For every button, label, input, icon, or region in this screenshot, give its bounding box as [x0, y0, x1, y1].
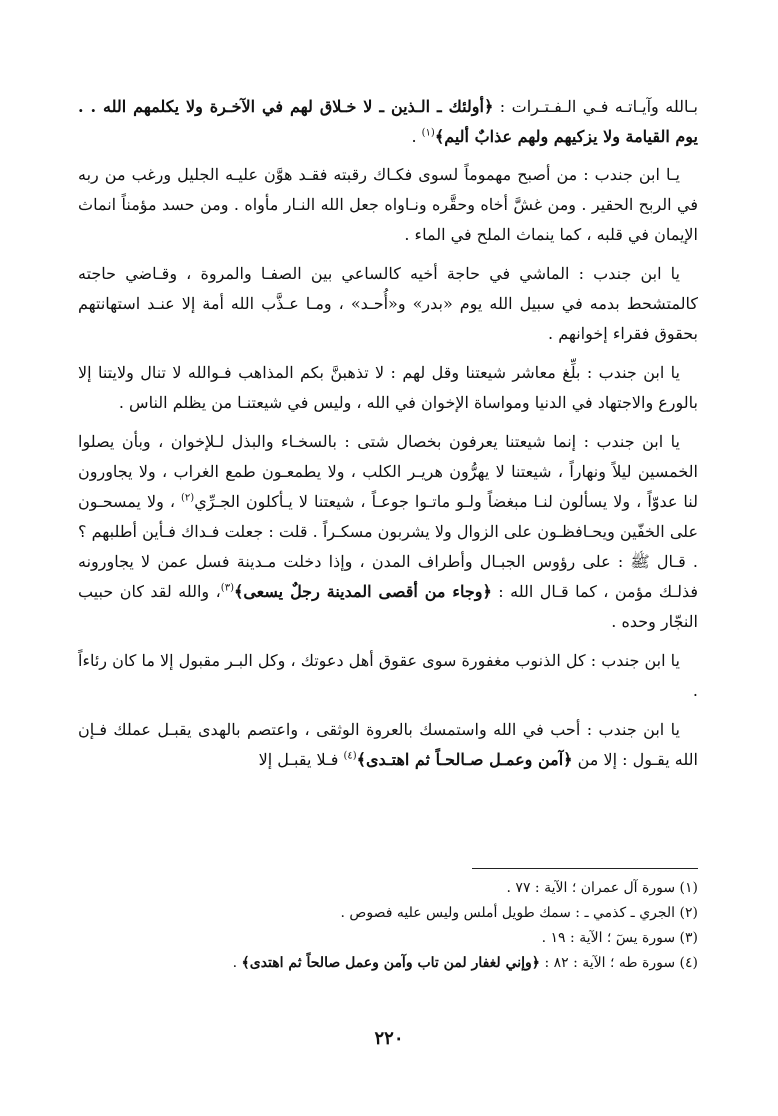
footnote — [140, 926, 698, 951]
footnote-separator — [472, 868, 698, 869]
text-run: يا ابن جندب : أحب في الله واستمسك بالعروة الوثقى ، واعتصم بالهدى يقبـل عملك فـإن الله يقـول : إلا من — [78, 720, 698, 769]
text-run: (٢) الجري ـ كذمي ـ : سمك طويل أملس وليس عليه فصوص . — [340, 905, 698, 921]
paragraph — [78, 715, 698, 775]
footnote-ref: (٣) — [220, 582, 234, 594]
quran-quote: ﴿وإني لغفار لمن تاب وآمن وعمل صالحاً ثم اهتدى﴾ — [241, 955, 540, 971]
text-run: يا ابن جندب : الماشي في حاجة أخيه كالساعي بين الصفـا والمروة ، وقـاضي حاجته كالمتشحط بدمه في سبيل الله يوم «بدر» و«أُحـد» ، ومـا عـذَّب الله أمة إلا عنـد استهانتهم بحقوق فقراء إخوانهم . — [78, 264, 698, 343]
text-run: بـالله وآيـاتـه فـي الـفـتـرات : — [493, 97, 699, 116]
paragraph — [78, 92, 698, 152]
quran-quote: ﴿وجاء من أقصى المدينة رجلٌ يسعى﴾ — [233, 582, 492, 601]
quran-quote: ﴿آمن وعمـل صـالحـاً ثم اهتـدى﴾ — [356, 750, 573, 769]
paragraph — [78, 427, 698, 637]
footnote-ref: (١) — [421, 127, 435, 139]
footnote — [140, 951, 698, 976]
text-run: يا ابن جندب : إنما شيعتنا يعرفون بخصال شتى : بالسخـاء والبذل لـلإخوان ، وبأن يصلوا الخمسين ليلاً ونهاراً ، شيعتنا لا يهرُّون هريـر الكلب ، ولا يطمعـون طمع الغراب ، ولا يجاورون لنا عدوّاً ، ولا يسألون لنـا مبغضاً ولـو ماتـوا جوعـاً ، شيعتنا لا يـأكلون الجـرِّي — [78, 432, 699, 511]
footnote — [140, 901, 698, 926]
text-run: (٤) سورة طه ؛ الآية : ٨٢ : — [540, 955, 698, 971]
text-run: ، والله لقد كان حبيب النجّار وحده . — [78, 582, 698, 631]
text-run: . — [411, 127, 422, 146]
text-run: يـا ابن جندب : من أصبح مهموماً لسوى فكـاك رقبته فقـد هوَّن عليـه الجليل ورغب من ربه في الربح الحقير . ومن غشَّ أخاه وحقَّره ونـاواه جعل الله النـار مأواه . ومن حسد مؤمناً انماث الإيمان في قلبه ، كما ينماث الملح في الماء . — [78, 165, 698, 244]
text-run: . — [232, 955, 242, 971]
footnote-ref: (٢) — [181, 492, 195, 504]
paragraph — [78, 646, 698, 706]
text-run: فـلا يقبـل إلا — [258, 750, 344, 769]
paragraph — [78, 358, 698, 418]
text-run: (١) سورة آل عمران ؛ الآية : ٧٧ . — [506, 880, 698, 896]
footnote — [140, 876, 698, 901]
text-run: ، ولا يمسحـون على الخفّين ويحـافظـون على الزوال ولا يشربون مسكـراً . قلت : جعلت فـداك فـأين أطلبهم ؟ . قـال ﷺ : على رؤوس الجبـال وأطراف المدن ، وإذا دخلت مـدينة فسل عمن لا يجاورونه فذلـك مؤمن ، كما قـال الله : — [78, 492, 699, 601]
paragraph — [78, 160, 698, 250]
main-text-block — [78, 92, 698, 784]
text-run: (٣) سورة يسٓ ؛ الآية : ١٩ . — [541, 930, 698, 946]
text-run: يا ابن جندب : كل الذنوب مغفورة سوى عقوق أهل دعوتك ، وكل البـر مقبول إلا ما كان رئاءاً . — [78, 651, 698, 700]
page-number: ٢٢٠ — [374, 1028, 404, 1049]
footnote-ref: (٤) — [343, 750, 357, 762]
quran-quote: ﴿أولئك ـ الـذين ـ لا خـلاق لهم في الآخـرة ولا يكلمهم الله . . يوم القيامة ولا يزكيهم ولهم عذابٌ أليم﴾ — [78, 97, 698, 146]
paragraph — [78, 259, 698, 349]
text-run: يا ابن جندب : بلِّغ معاشر شيعتنا وقل لهم : لا تذهبنَّ بكم المذاهب فـوالله لا تنال ولايتنا إلا بالورع والاجتهاد في الدنيا ومواساة الإخوان في الله ، وليس في شيعتنـا من يظلم الناس . — [78, 363, 698, 412]
footnotes-block — [140, 876, 698, 976]
